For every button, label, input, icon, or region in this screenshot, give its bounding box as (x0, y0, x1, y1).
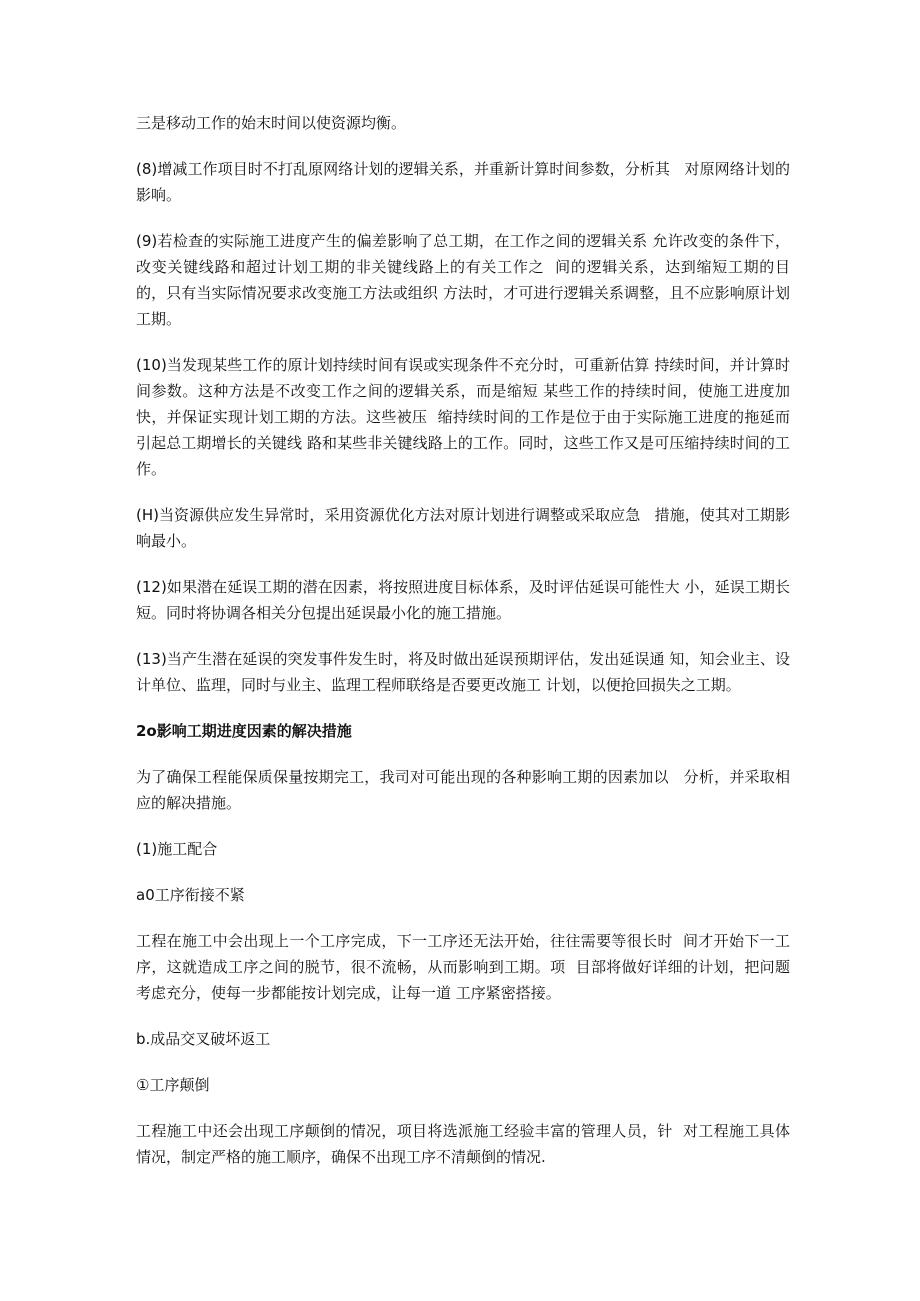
paragraph-resource-balance: 三是移动工作的始末时间以使资源均衡。 (136, 114, 407, 132)
subheading-process-reversal: ①工序颠倒 (136, 1076, 210, 1094)
paragraph-item-8: (8)增减工作项目时不打乱原网络计划的逻辑关系，并重新计算时间参数，分析其 对原网络计划的影响。 (136, 160, 790, 204)
subheading-process-connection: a0工序衔接不紧 (136, 886, 245, 904)
document-page (136, 110, 790, 1190)
subheading-product-damage: b.成品交叉破坏返工 (136, 1030, 271, 1048)
paragraph-item-11: (H)当资源供应发生异常时，采用资源优化方法对原计划进行调整或采取应急 措施，使其对工期影响最小。 (136, 506, 790, 550)
paragraph-process-connection: 工程在施工中会出现上一个工序完成，下一工序还无法开始，往往需要等很长时 间才开始下一工序，这就造成工序之间的脱节，很不流畅，从而影响到工期。项 目部将做好详细的计划，把问题考虑充分，使每一步都能按计划完成，让每一道 工序紧密搭接。 (136, 932, 790, 1002)
section-heading: 2o影响工期进度因素的解决措施 (136, 722, 352, 740)
paragraph-item-12: (12)如果潜在延误工期的潜在因素，将按照进度目标体系，及时评估延误可能性大 小，延误工期长短。同时将协调各相关分包提出延误最小化的施工措施。 (136, 578, 790, 622)
paragraph-intro: 为了确保工程能保质保量按期完工，我司对可能出现的各种影响工期的因素加以 分析，并采取相应的解决措施。 (136, 768, 790, 812)
paragraph-item-10: (10)当发现某些工作的原计划持续时间有误或实现条件不充分时，可重新估算 持续时间，并计算时间参数。这种方法是不改变工作之间的逻辑关系，而是缩短 某些工作的持续时间，使施工进度加快，并保证实现计划工期的方法。这些被压 缩持续时间的工作是位于由于实际施工进度的拖延而引起总工期增长的关键线 路和某些非关键线路上的工作。同时，这些工作又是可压缩持续时间的工作。 (136, 356, 790, 478)
paragraph-item-13: (13)当产生潜在延误的突发事件发生时，将及时做出延误预期评估，发出延误通 知，知会业主、设计单位、监理，同时与业主、监理工程师联络是否要更改施工 计划，以便抢回损失之工期。 (136, 650, 790, 694)
paragraph-process-reversal: 工程施工中还会出现工序颠倒的情况，项目将选派施工经验丰富的管理人员，针 对工程施工具体情况，制定严格的施工顺序，确保不出现工序不清颠倒的情况. (136, 1122, 790, 1166)
paragraph-item-9: (9)若检查的实际施工进度产生的偏差影响了总工期，在工作之间的逻辑关系 允许改变的条件下，改变关键线路和超过计划工期的非关键线路上的有关工作之 间的逻辑关系，达到缩短工期的目的，只有当实际情况要求改变施工方法或组织 方法时，才可进行逻辑关系调整，且不应影响原计划工期。 (136, 232, 790, 328)
subheading-construction-coordination: (1)施工配合 (136, 840, 218, 858)
